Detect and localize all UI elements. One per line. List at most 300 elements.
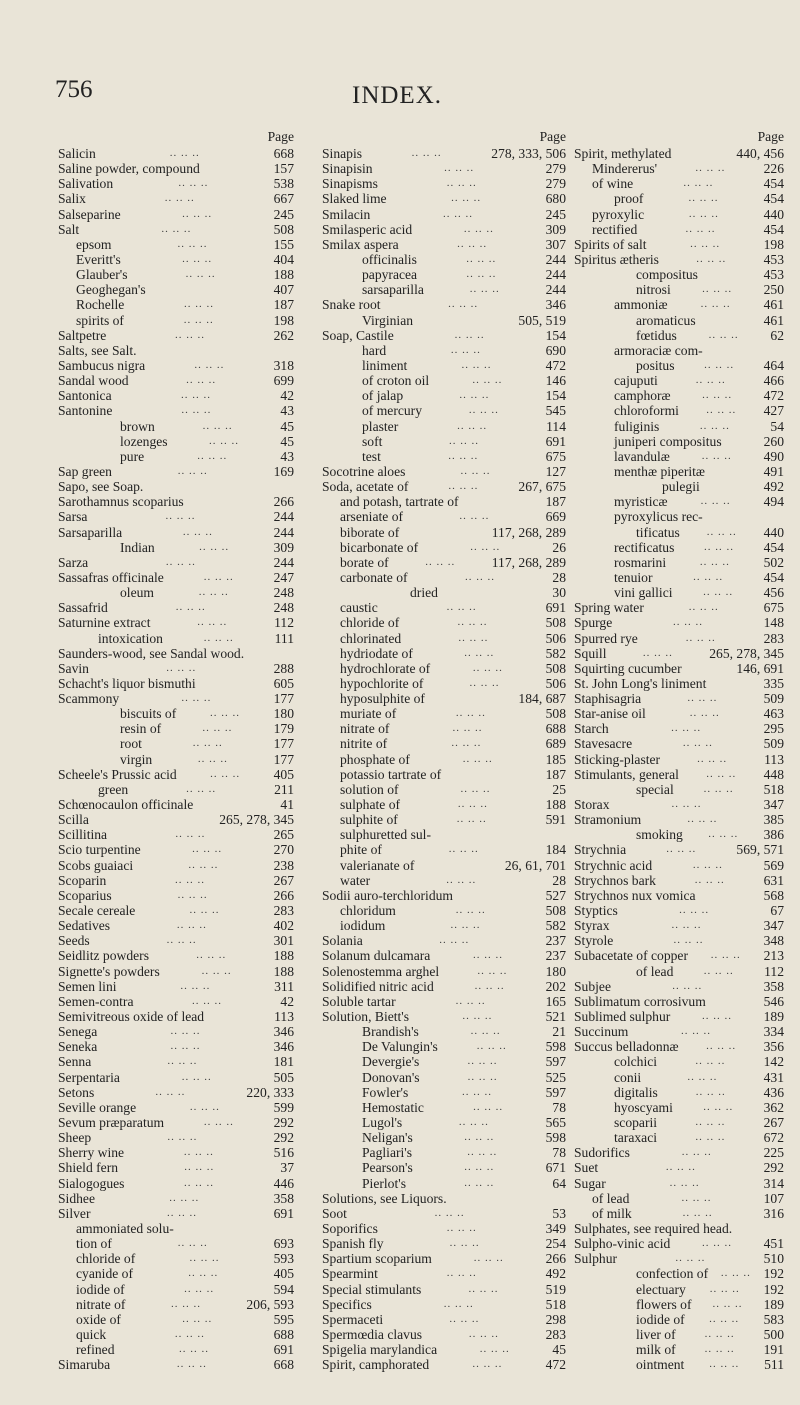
index-entry xyxy=(58,267,294,282)
index-entry xyxy=(574,570,784,585)
leader-dots xyxy=(86,191,274,206)
leader-dots xyxy=(706,994,764,1009)
entry-page: 206, 593 xyxy=(246,1296,294,1312)
entry-page: 599 xyxy=(273,1099,294,1115)
entry-page: 41 xyxy=(280,797,294,813)
index-entry xyxy=(58,570,294,585)
entry-term: tificatus xyxy=(636,524,680,540)
entry-term: Spurred rye xyxy=(574,630,638,646)
leader-dots xyxy=(133,1266,274,1281)
entry-page: 283 xyxy=(273,903,294,919)
index-entry xyxy=(322,964,566,979)
leader-dots xyxy=(703,343,784,358)
leader-dots xyxy=(673,964,764,979)
entry-term: Succinum xyxy=(574,1024,629,1040)
leader-dots xyxy=(429,1357,545,1372)
index-entry xyxy=(322,1266,566,1281)
entry-page: 67 xyxy=(770,903,784,919)
entry-term: Serpentaria xyxy=(58,1069,120,1085)
index-entry xyxy=(322,585,566,600)
entry-term: papyracea xyxy=(362,267,418,283)
entry-term: Spirits of salt xyxy=(574,236,647,252)
index-entry xyxy=(574,479,784,494)
leader-dots xyxy=(425,691,518,706)
leader-dots xyxy=(122,525,273,540)
entry-term: Schœnocaulon officinale xyxy=(58,797,194,813)
entry-term: arseniate of xyxy=(340,509,404,525)
entry-term: spirits of xyxy=(76,312,124,328)
index-entry xyxy=(58,297,294,312)
index-column-3 xyxy=(574,128,784,1372)
entry-term: Seeds xyxy=(58,933,90,949)
entry-term: Setons xyxy=(58,1084,95,1100)
leader-dots xyxy=(441,767,545,782)
entry-page: 509 xyxy=(763,691,784,707)
leader-dots xyxy=(688,948,764,963)
entry-page: 107 xyxy=(763,1190,784,1206)
entry-term: Sheep xyxy=(58,1130,92,1146)
entry-page: 631 xyxy=(763,872,784,888)
entry-term: Snake root xyxy=(322,297,381,313)
entry-term: Salt xyxy=(58,221,80,237)
entry-term: Smilax aspera xyxy=(322,236,399,252)
entry-term: Solution, Biett's xyxy=(322,1009,410,1025)
leader-dots xyxy=(700,479,764,494)
entry-term: rosmarini xyxy=(614,554,667,570)
entry-page: 427 xyxy=(763,403,784,419)
index-entry xyxy=(58,767,294,782)
entry-page: 527 xyxy=(545,887,566,903)
leader-dots xyxy=(163,631,275,646)
index-entry xyxy=(322,1085,566,1100)
leader-dots xyxy=(453,888,546,903)
index-entry xyxy=(574,903,784,918)
entry-page: 510 xyxy=(763,1251,784,1267)
entry-term: oxide of xyxy=(76,1311,121,1327)
entry-page: 202 xyxy=(545,978,566,994)
leader-dots xyxy=(149,948,274,963)
index-entry xyxy=(322,1191,566,1206)
entry-term: nitrosi xyxy=(636,282,671,298)
leader-dots xyxy=(412,222,545,237)
entry-page: 492 xyxy=(545,1266,566,1282)
index-entry xyxy=(322,782,566,797)
leader-dots xyxy=(637,222,763,237)
index-entry xyxy=(58,721,294,736)
entry-page: 508 xyxy=(545,660,566,676)
entry-term: Sticking-plaster xyxy=(574,751,661,767)
leader-dots xyxy=(121,1312,274,1327)
entry-term: fuliginis xyxy=(614,418,660,434)
index-entry xyxy=(322,1357,566,1372)
index-entry xyxy=(322,540,566,555)
entry-term: Sedatives xyxy=(58,918,111,934)
index-entry xyxy=(574,721,784,736)
entry-page: 265, 278, 345 xyxy=(219,812,294,828)
index-entry xyxy=(322,797,566,812)
index-entry xyxy=(574,343,784,358)
index-entry xyxy=(322,146,566,161)
leader-dots xyxy=(682,661,737,676)
leader-dots xyxy=(168,434,281,449)
index-entry xyxy=(58,282,294,297)
leader-dots xyxy=(112,388,281,403)
entry-term: of lead xyxy=(592,1190,630,1206)
entry-term: Senega xyxy=(58,1024,98,1040)
entry-term: officinalis xyxy=(362,251,417,267)
leader-dots xyxy=(630,1145,764,1160)
leader-dots xyxy=(680,525,764,540)
leader-dots xyxy=(204,1009,274,1024)
index-entry xyxy=(574,827,784,842)
leader-dots xyxy=(679,1039,764,1054)
index-entry xyxy=(574,948,784,963)
entry-term: rectificatus xyxy=(614,539,675,555)
entry-term: Stavesacre xyxy=(574,736,633,752)
leader-dots xyxy=(89,661,274,676)
leader-dots xyxy=(136,1100,273,1115)
index-entry xyxy=(58,1206,294,1221)
entry-page: 309 xyxy=(273,539,294,555)
entry-term: Smilasperic acid xyxy=(322,221,413,237)
index-entry xyxy=(322,267,566,282)
entry-term: of jalap xyxy=(362,388,404,404)
entry-term: Brandish's xyxy=(362,1024,419,1040)
index-entry xyxy=(58,1085,294,1100)
leader-dots xyxy=(154,585,274,600)
entry-term: Squirting cucumber xyxy=(574,660,682,676)
entry-page: 237 xyxy=(545,933,566,949)
leader-dots xyxy=(155,540,274,555)
leader-dots xyxy=(408,1085,545,1100)
entry-page: 314 xyxy=(763,1175,784,1191)
entry-page: 675 xyxy=(545,448,566,464)
leader-dots xyxy=(399,615,545,630)
entry-page: 254 xyxy=(545,1236,566,1252)
entry-term: Sinapis xyxy=(322,146,363,161)
entry-page: 270 xyxy=(273,842,294,858)
leader-dots xyxy=(91,1130,273,1145)
index-entry xyxy=(574,313,784,328)
entry-term: Suet xyxy=(574,1160,599,1176)
index-entry xyxy=(574,1221,784,1236)
leader-dots xyxy=(110,918,274,933)
entry-term: quick xyxy=(76,1326,107,1342)
index-entry xyxy=(574,540,784,555)
leader-dots xyxy=(90,933,274,948)
index-entry xyxy=(58,736,294,751)
entry-term: sulphite of xyxy=(340,812,398,828)
index-entry xyxy=(58,1039,294,1054)
entry-term: taraxaci xyxy=(614,1130,658,1146)
entry-page: 386 xyxy=(763,827,784,843)
entry-term: scoparii xyxy=(614,1115,658,1130)
leader-dots xyxy=(144,449,280,464)
leader-dots xyxy=(125,1282,274,1297)
leader-dots xyxy=(88,555,273,570)
entry-term: test xyxy=(362,448,381,464)
leader-dots xyxy=(610,918,764,933)
leader-dots xyxy=(134,994,281,1009)
entry-page: 53 xyxy=(552,1205,566,1221)
entry-page: 42 xyxy=(280,993,294,1009)
index-entry xyxy=(58,464,294,479)
leader-dots xyxy=(410,752,546,767)
entry-term: Spartium scoparium xyxy=(322,1251,432,1267)
entry-page: 505, 519 xyxy=(518,312,566,328)
entry-page: 521 xyxy=(545,1009,566,1025)
entry-page: 21 xyxy=(552,1024,566,1040)
entry-term: Scobs guaiaci xyxy=(58,857,134,873)
entry-term: Schacht's liquor bismuthi xyxy=(58,675,196,691)
entry-page: 185 xyxy=(545,751,566,767)
index-entry xyxy=(58,146,294,161)
entry-term: Sidhee xyxy=(58,1190,95,1206)
entry-page: 78 xyxy=(552,1145,566,1161)
index-entry xyxy=(574,1282,784,1297)
index-entry xyxy=(574,494,784,509)
entry-term: Sulphur xyxy=(574,1251,618,1267)
entry-page: 456 xyxy=(763,585,784,601)
entry-page: 440 xyxy=(763,524,784,540)
leader-dots xyxy=(373,161,546,176)
entry-page: 453 xyxy=(763,267,784,283)
leader-dots xyxy=(405,464,545,479)
entry-term: green xyxy=(98,781,129,797)
entry-term: Salix xyxy=(58,191,86,207)
entry-page: 45 xyxy=(280,433,294,449)
leader-dots xyxy=(670,449,764,464)
leader-dots xyxy=(685,1312,764,1327)
leader-dots xyxy=(679,403,764,418)
index-entry xyxy=(322,631,566,646)
index-entry xyxy=(322,509,566,524)
index-entry xyxy=(322,827,566,842)
index-entry xyxy=(322,282,566,297)
leader-dots xyxy=(658,373,764,388)
entry-page: 671 xyxy=(545,1160,566,1176)
index-entry xyxy=(322,449,566,464)
index-entry xyxy=(58,1312,294,1327)
entry-page: 518 xyxy=(763,781,784,797)
entry-term: Spirit, methylated xyxy=(574,146,672,161)
entry-term: valerianate of xyxy=(340,857,415,873)
entry-page: 680 xyxy=(545,191,566,207)
entry-page: 292 xyxy=(273,1130,294,1146)
leader-dots xyxy=(676,1327,764,1342)
entry-term: and potash, tartrate of xyxy=(340,494,459,510)
entry-page: 213 xyxy=(763,948,784,964)
leader-dots xyxy=(629,1191,763,1206)
entry-page: 301 xyxy=(273,933,294,949)
leader-dots xyxy=(362,146,491,161)
entry-page: 668 xyxy=(273,1357,294,1373)
entry-term: Solanum dulcamara xyxy=(322,948,431,964)
leader-dots xyxy=(94,1085,246,1100)
leader-dots xyxy=(418,540,552,555)
entry-term: lavandulæ xyxy=(614,448,670,464)
leader-dots xyxy=(647,237,764,252)
entry-page: 466 xyxy=(763,373,784,389)
entry-term: Pagliari's xyxy=(362,1145,413,1161)
entry-page: 278, 333, 506 xyxy=(491,146,566,161)
entry-page: 506 xyxy=(545,630,566,646)
entry-page: 362 xyxy=(763,1099,784,1115)
index-entry xyxy=(322,615,566,630)
leader-dots xyxy=(196,676,274,691)
entry-term: Stramonium xyxy=(574,812,642,828)
leader-dots xyxy=(641,691,763,706)
entry-term: St. John Long's liniment xyxy=(574,675,707,691)
index-entry xyxy=(58,873,294,888)
index-entry xyxy=(322,1009,566,1024)
index-entry xyxy=(58,1024,294,1039)
index-entry xyxy=(574,434,784,449)
index-entry xyxy=(574,933,784,948)
entry-page: 454 xyxy=(763,539,784,555)
entry-term: Soap, Castile xyxy=(322,327,394,343)
leader-dots xyxy=(437,1342,552,1357)
entry-term: nitrate of xyxy=(76,1296,126,1312)
entry-term: chloride of xyxy=(340,615,400,631)
entry-page: 508 xyxy=(545,615,566,631)
entry-page: 440 xyxy=(763,206,784,222)
entry-page: 169 xyxy=(273,463,294,479)
index-entry xyxy=(322,994,566,1009)
leader-dots xyxy=(177,767,274,782)
entry-term: Sassafras officinale xyxy=(58,569,164,585)
index-entry xyxy=(574,297,784,312)
entry-term: Sambucus nigra xyxy=(58,357,146,373)
leader-dots xyxy=(413,1130,546,1145)
entry-term: Scoparius xyxy=(58,887,112,903)
entry-page: 691 xyxy=(273,1205,294,1221)
leader-dots xyxy=(705,464,764,479)
entry-page: 689 xyxy=(545,736,566,752)
index-entry xyxy=(574,328,784,343)
entry-page: 283 xyxy=(763,630,784,646)
leader-dots xyxy=(112,237,274,252)
entry-term: pyroxylic xyxy=(592,206,645,222)
index-entry xyxy=(574,1327,784,1342)
index-entry xyxy=(58,540,294,555)
entry-term: Strychnos nux vomica xyxy=(574,887,696,903)
entry-page: 546 xyxy=(763,993,784,1009)
entry-term: of wine xyxy=(592,176,634,192)
entry-term: water xyxy=(340,872,371,888)
index-entry xyxy=(58,252,294,267)
index-entry xyxy=(322,1221,566,1236)
leader-dots xyxy=(112,403,280,418)
entry-term: Spermaceti xyxy=(322,1311,384,1327)
entry-page: 502 xyxy=(763,554,784,570)
entry-page: 187 xyxy=(545,494,566,510)
entry-page: 267 xyxy=(273,872,294,888)
index-entry xyxy=(322,479,566,494)
index-entry xyxy=(322,736,566,751)
entry-page: 348 xyxy=(763,933,784,949)
index-entry xyxy=(322,237,566,252)
entry-term: Scilla xyxy=(58,812,89,828)
leader-dots xyxy=(403,509,546,524)
entry-page: 545 xyxy=(545,403,566,419)
entry-page: 45 xyxy=(552,1342,566,1358)
leader-dots xyxy=(666,555,764,570)
leader-dots xyxy=(606,646,709,661)
leader-dots xyxy=(617,1251,764,1266)
index-entry xyxy=(58,328,294,343)
index-entry xyxy=(322,1327,566,1342)
index-entry xyxy=(58,752,294,767)
index-entry xyxy=(574,1206,784,1221)
index-entry xyxy=(322,161,566,176)
entry-term: of milk xyxy=(592,1205,632,1221)
leader-dots xyxy=(363,933,546,948)
index-entry xyxy=(574,1160,784,1175)
leader-dots xyxy=(164,570,274,585)
leader-dots xyxy=(676,1342,764,1357)
leader-dots xyxy=(611,979,764,994)
entry-page: 516 xyxy=(273,1145,294,1161)
index-entry xyxy=(322,888,566,903)
index-entry xyxy=(322,933,566,948)
index-entry xyxy=(574,388,784,403)
leader-dots xyxy=(125,1297,246,1312)
index-entry xyxy=(58,509,294,524)
index-entry xyxy=(58,888,294,903)
entry-term: Semen lini xyxy=(58,978,117,994)
index-entry xyxy=(574,1342,784,1357)
leader-dots xyxy=(164,1115,274,1130)
entry-term: Pearson's xyxy=(362,1160,413,1176)
entry-term: Devergie's xyxy=(362,1054,420,1070)
index-entry xyxy=(574,419,784,434)
leader-dots xyxy=(108,600,274,615)
index-entry xyxy=(574,736,784,751)
entry-term: iodidum xyxy=(340,918,386,934)
entry-page: 358 xyxy=(273,1190,294,1206)
entry-page: 669 xyxy=(545,509,566,525)
entry-term: Solania xyxy=(322,933,363,949)
entry-term: Soluble tartar xyxy=(322,993,396,1009)
entry-term: liniment xyxy=(362,357,408,373)
entry-page: 266 xyxy=(273,494,294,510)
leader-dots xyxy=(155,419,281,434)
leader-dots xyxy=(692,1297,764,1312)
index-entry xyxy=(322,1236,566,1251)
index-entry xyxy=(58,827,294,842)
leader-dots xyxy=(146,282,274,297)
index-entry xyxy=(322,842,566,857)
entry-term: borate of xyxy=(340,554,389,570)
index-entry xyxy=(574,1009,784,1024)
entry-page: 248 xyxy=(273,600,294,616)
index-entry xyxy=(58,782,294,797)
entry-page: 668 xyxy=(273,146,294,161)
index-entry xyxy=(58,1115,294,1130)
leader-dots xyxy=(398,812,546,827)
entry-page: 454 xyxy=(763,176,784,192)
index-entry xyxy=(322,343,566,358)
entry-page: 43 xyxy=(280,403,294,419)
leader-dots xyxy=(382,434,545,449)
leader-dots xyxy=(378,1266,546,1281)
leader-dots xyxy=(184,494,274,509)
leader-dots xyxy=(120,1070,274,1085)
entry-page: 155 xyxy=(273,236,294,252)
leader-dots xyxy=(396,994,546,1009)
index-entry xyxy=(322,464,566,479)
